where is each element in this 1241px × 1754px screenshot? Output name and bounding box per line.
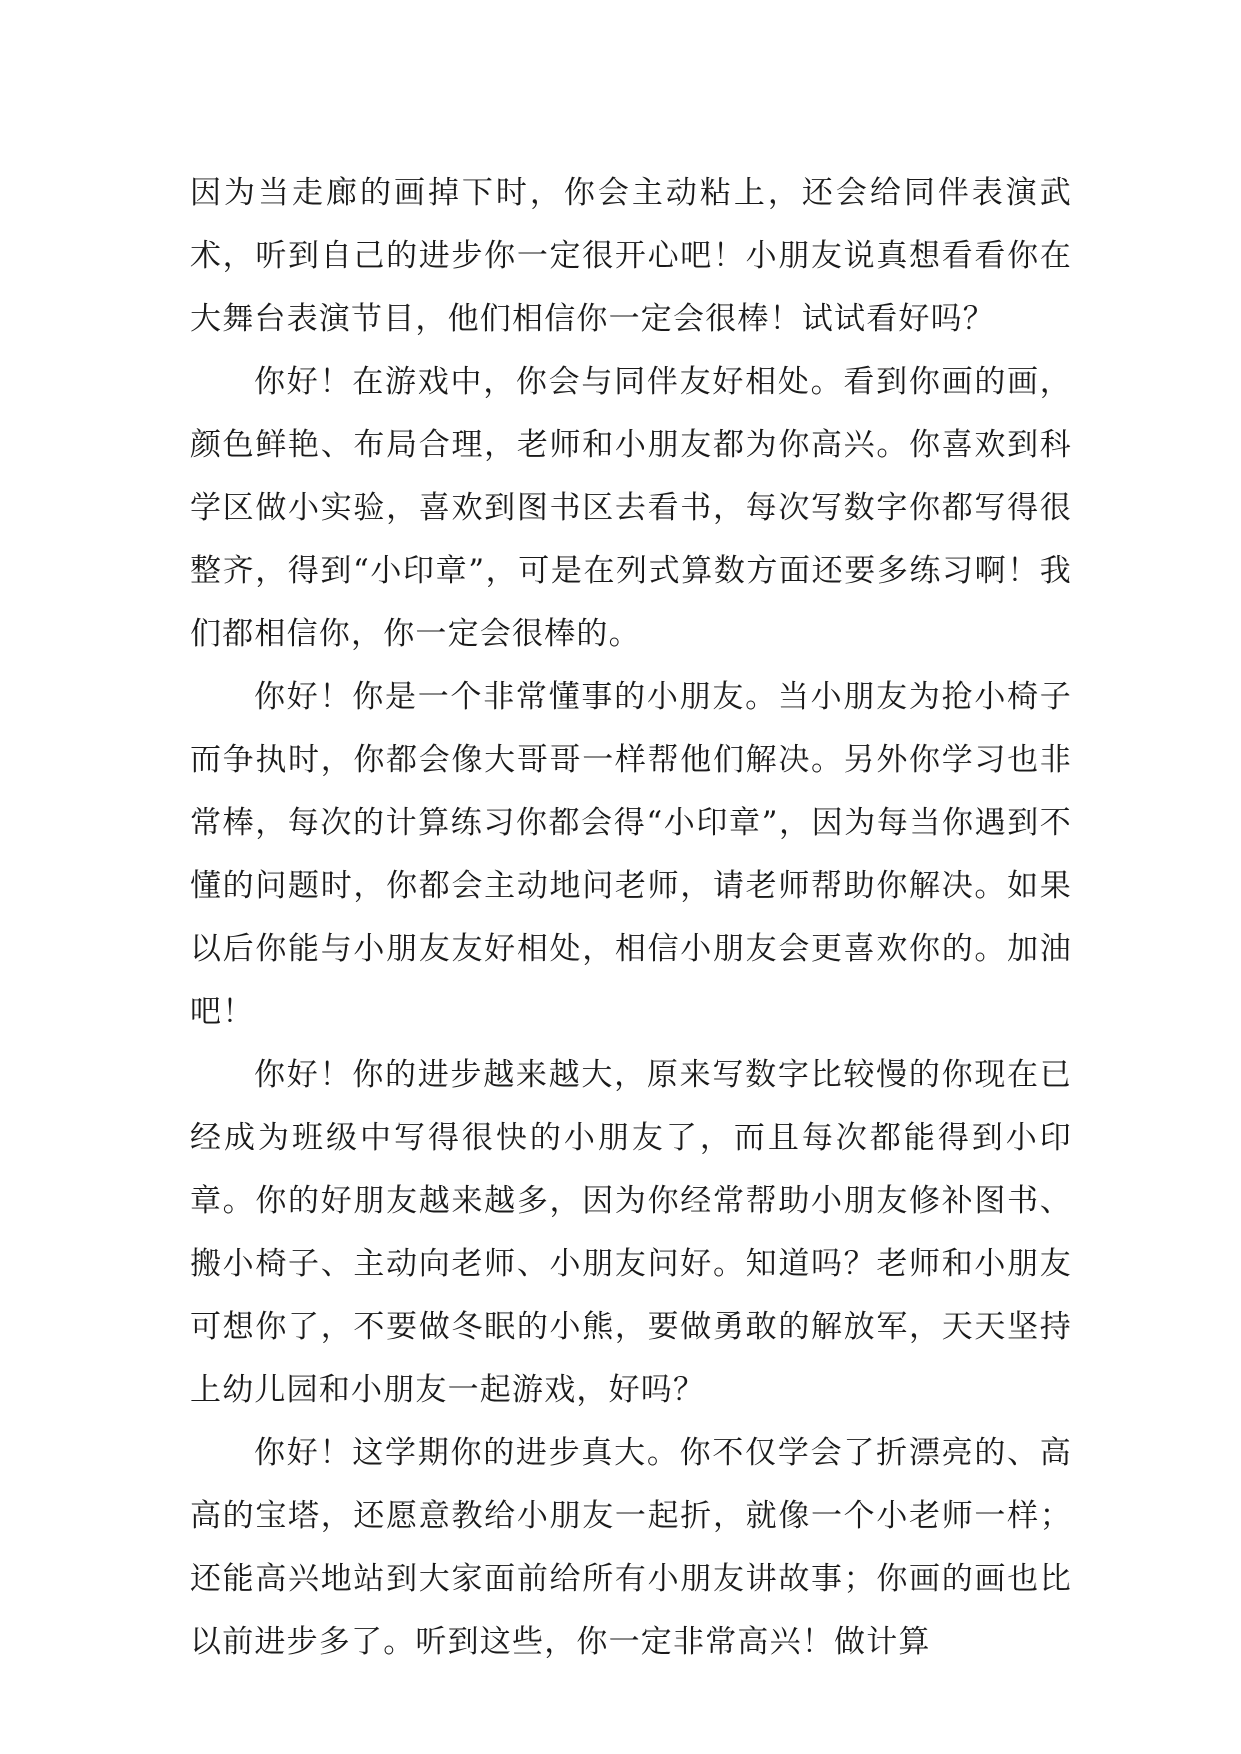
document-body: [190, 162, 1072, 1674]
paragraph-1: 因为当走廊的画掉下时，你会主动粘上，还会给同伴表演武术，听到自己的进步你一定很开心吧！小朋友说真想看看你在大舞台表演节目，他们相信你一定会很棒！试试看好吗？: [190, 175, 1072, 337]
paragraph-2: 你好！在游戏中，你会与同伴友好相处。看到你画的画，颜色鲜艳、布局合理，老师和小朋友都为你高兴。你喜欢到科学区做小实验，喜欢到图书区去看书，每次写数字你都写得很整齐，得到“小印章”，可是在列式算数方面还要多练习啊！我们都相信你，你一定会很棒的。: [190, 364, 1072, 652]
paragraph-5: 你好！这学期你的进步真大。你不仅学会了折漂亮的、高高的宝塔，还愿意教给小朋友一起折，就像一个小老师一样；还能高兴地站到大家面前给所有小朋友讲故事；你画的画也比以前进步多了。听到这些，你一定非常高兴！做计算: [190, 1435, 1072, 1660]
paragraph-4: 你好！你的进步越来越大，原来写数字比较慢的你现在已经成为班级中写得很快的小朋友了，而且每次都能得到小印章。你的好朋友越来越多，因为你经常帮助小朋友修补图书、搬小椅子、主动向老师、小朋友问好。知道吗？老师和小朋友可想你了，不要做冬眠的小熊，要做勇敢的解放军，天天坚持上幼儿园和小朋友一起游戏，好吗？: [190, 1057, 1072, 1408]
paragraph-3: 你好！你是一个非常懂事的小朋友。当小朋友为抢小椅子而争执时，你都会像大哥哥一样帮他们解决。另外你学习也非常棒，每次的计算练习你都会得“小印章”，因为每当你遇到不懂的问题时，你都会主动地问老师，请老师帮助你解决。如果以后你能与小朋友友好相处，相信小朋友会更喜欢你的。加油吧！: [190, 679, 1072, 1030]
